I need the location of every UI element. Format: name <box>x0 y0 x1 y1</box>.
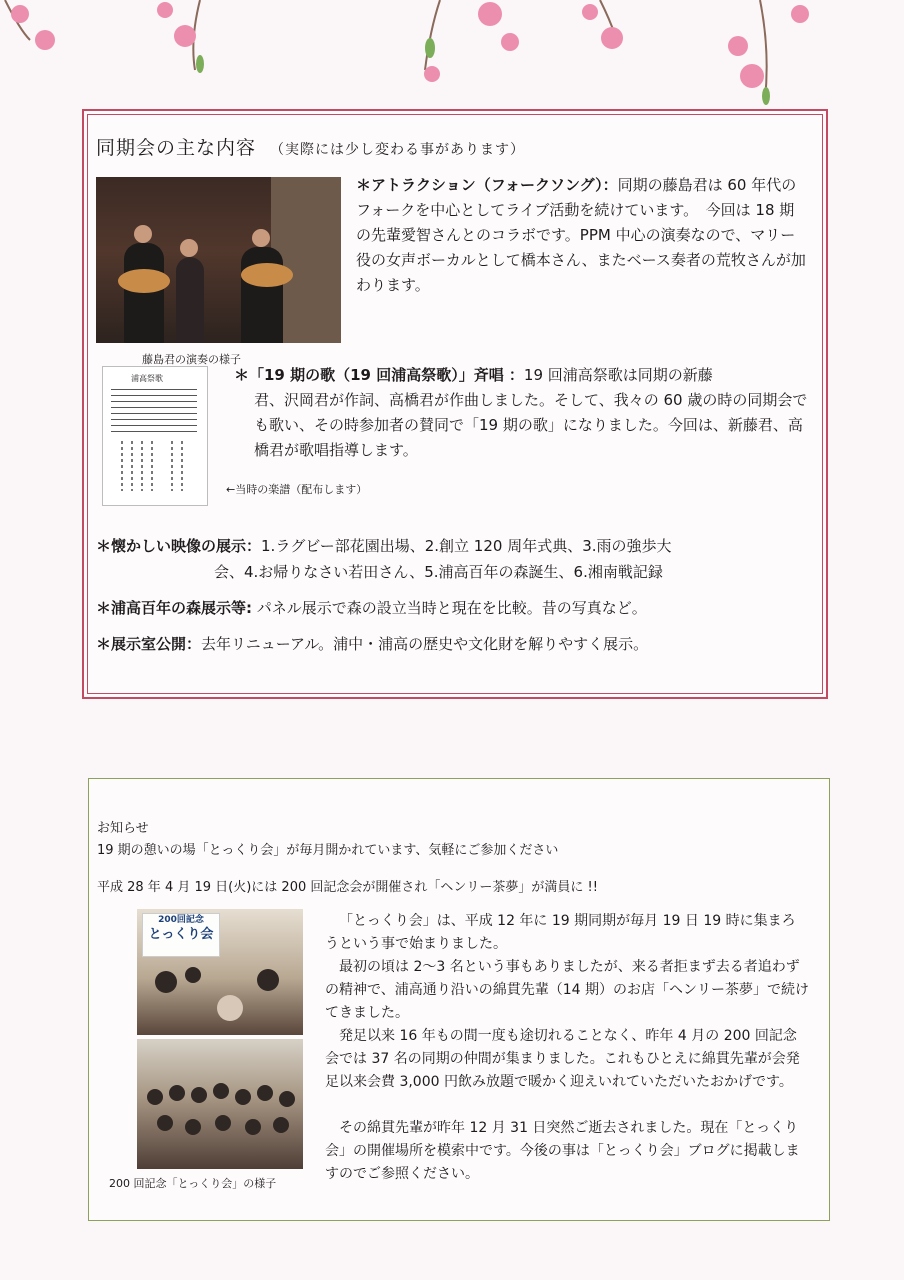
item-forest-lead: ＊浦高百年の森展示等: <box>96 599 252 617</box>
item-forest-body: パネル展示で森の設立当時と現在を比較。昔の写真など。 <box>256 599 647 617</box>
notice-header <box>97 818 558 862</box>
notice-paragraph: 発足以来 16 年もの間一度も途切れることなく、昨年 4 月の 200 回記念会では 37 名の同期の仲間が集まりました。これもひとえに綿貫先輩が会発足以来会費 3,000 円飲み放題で暖かく迎えいれていただいたおかげです。 <box>325 1028 800 1090</box>
item-song-first-line: 19 回浦高祭歌は同期の新藤 <box>523 366 713 384</box>
item-song-lead: ＊「19 期の歌（19 回浦高祭歌）」斉唱 ： <box>234 366 524 384</box>
item-school-song <box>234 363 814 463</box>
notice-body <box>325 910 809 1186</box>
item-forest <box>96 595 822 621</box>
notice-paragraph: 「とっくり会」は、平成 12 年に 19 期同期が毎月 19 日 19 時に集まろうという事で始まりました。 <box>325 913 796 952</box>
item-song-body: 君、沢岡君が作詞、高橋君が作曲しました。そして、我々の 60 歳の時の同期会でも歌い、その時参加者の賛同で「19 期の歌」になりました。今回は、新藤君、高橋君が歌唱指導します。 <box>254 391 808 459</box>
item-attraction-lead: ＊アトラクション（フォークソング）： <box>356 176 618 194</box>
banner-small-text: 200回記念 <box>158 915 204 925</box>
photo-caption: 藤島君の演奏の様子 <box>142 353 241 366</box>
item-exhibition-room <box>96 631 822 657</box>
item-videos-line1: 1.ラグビー部花園出場、2.創立 120 周年式典、3.雨の強歩大 <box>261 537 672 555</box>
item-videos-lead: ＊懐かしい映像の展示： <box>96 537 262 555</box>
cherry-blossom-decoration <box>0 0 904 110</box>
item-videos <box>96 533 822 585</box>
guitar-performance-photo <box>96 177 341 343</box>
title-note: （実際には少し変わる事があります） <box>270 142 526 158</box>
party-photo-caption: 200 回記念「とっくり会」の様子 <box>109 1177 277 1190</box>
tokkuri-party-photo-1 <box>137 909 303 1035</box>
notice-box <box>88 778 830 1221</box>
item-room-lead: ＊展示室公開： <box>96 635 202 653</box>
event-contents-box <box>82 109 828 699</box>
title-text: 同期会の主な内容 <box>96 137 257 159</box>
notice-paragraph: その綿貫先輩が昨年 12 月 31 日突然ご逝去されました。現在「とっくり会」の開催場所を模索中です。今後の事は「とっくり会」ブログに掲載しますのでご参照ください。 <box>325 1120 800 1182</box>
exhibit-list <box>96 533 822 667</box>
tokkuri-party-photo-2 <box>137 1039 303 1169</box>
score-title: 浦高祭歌 <box>131 374 163 383</box>
banner-sign <box>142 913 220 957</box>
notice-subheading: 平成 28 年 4 月 19 日(火)には 200 回記念会が開催され「ヘンリー茶夢」が満員に !! <box>97 880 598 895</box>
item-videos-line2: 会、4.お帰りなさい若田さん、5.浦高百年の森誕生、6.湘南戦記録 <box>214 563 663 581</box>
notice-paragraph: 最初の頃は 2～3 名という事もありましたが、来る者拒まず去る者追わずの精神で、浦高通り沿いの綿貫先輩（14 期）のお店「ヘンリー茶夢」で続けてきました。 <box>325 959 809 1021</box>
event-contents-title <box>96 133 525 160</box>
notice-heading: お知らせ <box>97 821 149 836</box>
item-attraction-body: 同期の藤島君は 60 年代のフォークを中心としてライブ活動を続けています。 今回は 18 期の先輩愛智さんとのコラボです。PPM 中心の演奏なので、マリー役の女声ボーカルとして橋本さん、またベース奏者の荒牧さんが加わります。 <box>356 176 806 294</box>
score-caption: ←当時の楽譜（配布します） <box>226 483 368 496</box>
notice-line: 19 期の憩いの場「とっくり会」が毎月開かれています、気軽にご参加ください <box>97 843 559 858</box>
item-room-body: 去年リニューアル。浦中・浦高の歴史や文化財を解りやすく展示。 <box>201 635 649 653</box>
banner-big-text: とっくり会 <box>148 927 214 942</box>
song-score-image <box>102 366 208 506</box>
item-attraction <box>356 173 808 298</box>
